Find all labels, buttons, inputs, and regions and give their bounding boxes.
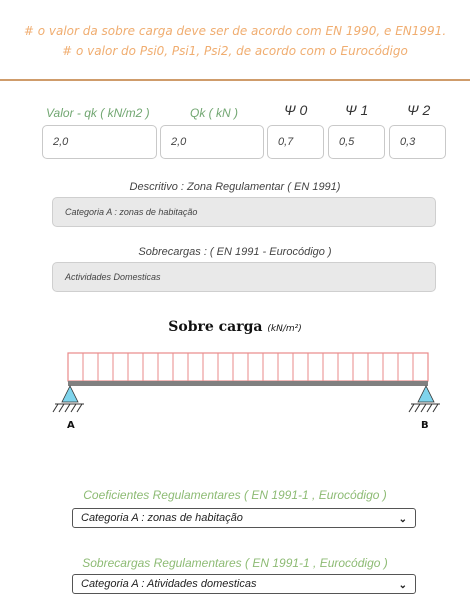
label-qk: Valor - qk ( kN/m2 )	[46, 106, 150, 120]
sobrecargas-reg-selected: Categoria A : Atividades domesticas	[81, 578, 257, 590]
distributed-load	[68, 353, 428, 381]
sobrecargas-caption: Sobrecargas : ( EN 1991 - Eurocódigo )	[138, 246, 332, 258]
support-b-icon	[409, 386, 440, 412]
coeficientes-selected: Categoria A : zonas de habitação	[81, 512, 243, 524]
support-b-label: B	[421, 420, 429, 431]
label-psi0: Ψ 0	[284, 102, 308, 118]
diagram-title-text: Sobre carga	[168, 319, 263, 335]
beam-diagram	[40, 340, 440, 440]
Qk-input[interactable]: 2,0	[160, 125, 264, 159]
beam	[68, 381, 428, 386]
psi2-input[interactable]: 0,3	[389, 125, 446, 159]
divider	[0, 79, 470, 81]
coeficientes-label: Coeficientes Regulamentares ( EN 1991-1 , Eurocódigo )	[83, 488, 387, 502]
support-a-icon	[53, 386, 84, 412]
chevron-down-icon: ⌄	[398, 514, 407, 525]
support-a-label: A	[67, 420, 75, 431]
note-psi: # o valor do Psi0, Psi1, Psi2, de acordo com o Eurocódigo	[62, 44, 408, 58]
diagram-title	[0, 319, 470, 335]
diagram-unit: (kN/m²)	[267, 324, 302, 334]
label-Qk: Qk ( kN )	[190, 106, 238, 120]
label-psi1: Ψ 1	[345, 102, 369, 118]
coeficientes-select[interactable]	[72, 508, 416, 528]
psi0-input[interactable]: 0,7	[267, 125, 324, 159]
descritivo-caption: Descritivo : Zona Regulamentar ( EN 1991)	[129, 181, 341, 193]
sobrecargas-reg-select[interactable]	[72, 574, 416, 594]
sobrecargas-field: Actividades Domesticas	[52, 262, 436, 292]
sobrecargas-reg-label: Sobrecargas Regulamentares ( EN 1991-1 , Eurocódigo )	[82, 556, 388, 570]
note-sobrecarga: # o valor da sobre carga deve ser de acordo com EN 1990, e EN1991.	[23, 24, 447, 38]
descritivo-field: Categoria A : zonas de habitação	[52, 197, 436, 227]
psi1-input[interactable]: 0,5	[328, 125, 385, 159]
label-psi2: Ψ 2	[407, 102, 431, 118]
chevron-down-icon: ⌄	[398, 580, 407, 591]
qk-input[interactable]: 2,0	[42, 125, 157, 159]
